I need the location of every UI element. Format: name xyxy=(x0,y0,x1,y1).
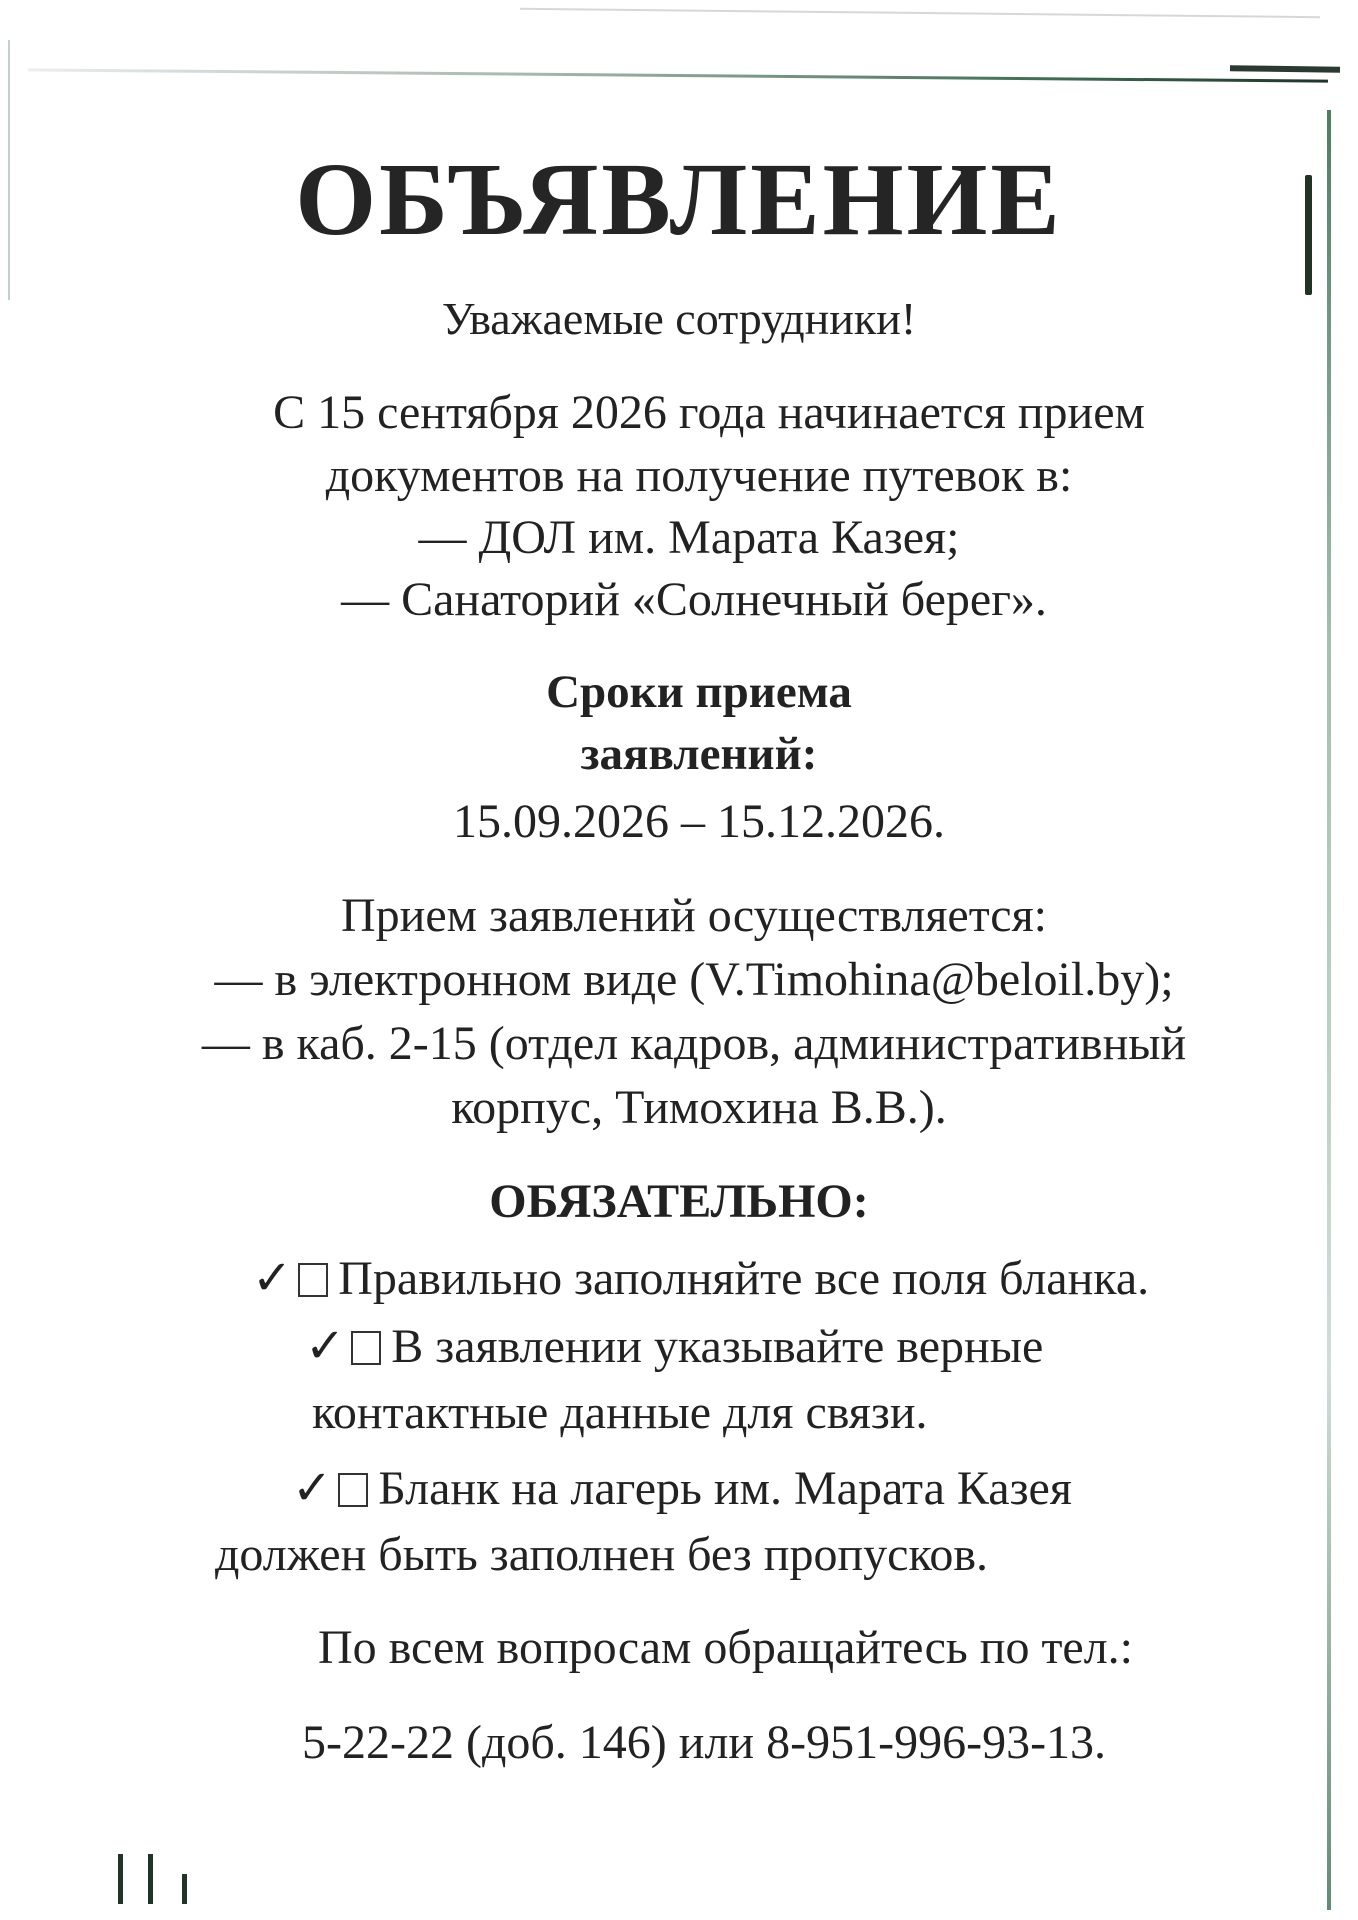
intro-line-3: — ДОЛ им. Марата Казея; xyxy=(418,511,960,564)
submission-line-2: — в электронном виде (V.Timohina@beloil.by); xyxy=(214,953,1174,1006)
requirement-1 xyxy=(252,1250,1358,1306)
requirement-2-cont: контактные данные для связи. xyxy=(312,1386,928,1439)
requirement-3-text: Бланк на лагерь им. Марата Казея xyxy=(378,1462,1072,1515)
scan-artifact xyxy=(1230,65,1340,73)
checkbox-icon xyxy=(298,1263,328,1297)
intro-line-4: — Санаторий «Солнечный берег». xyxy=(341,573,1047,626)
scan-artifact xyxy=(182,1874,187,1904)
deadline-heading-2: заявлений: xyxy=(580,728,818,780)
requirement-2-text: В заявлении указывайте верные xyxy=(391,1320,1044,1373)
checkmark-icon: ✓ xyxy=(305,1318,346,1374)
scan-artifact xyxy=(28,68,1328,82)
contact-label: По всем вопросам обращайтесь по тел.: xyxy=(318,1621,1134,1674)
submission-line-3: — в каб. 2-15 (отдел кадров, административный xyxy=(201,1017,1187,1070)
required-heading: ОБЯЗАТЕЛЬНО: xyxy=(489,1175,869,1228)
scan-artifact xyxy=(148,1854,153,1904)
checkbox-icon xyxy=(338,1473,368,1507)
submission-line-1: Прием заявлений осуществляется: xyxy=(341,889,1047,942)
page-title: ОБЪЯВЛЕНИЕ xyxy=(295,142,1063,257)
intro-line-1: С 15 сентября 2026 года начинается прием xyxy=(273,386,1145,439)
requirement-2 xyxy=(305,1318,1358,1374)
requirement-3 xyxy=(292,1460,1358,1516)
checkmark-icon: ✓ xyxy=(292,1460,333,1516)
greeting: Уважаемые сотрудники! xyxy=(441,293,917,344)
scan-artifact xyxy=(118,1854,123,1904)
checkmark-icon: ✓ xyxy=(252,1250,293,1306)
requirement-1-text: Правильно заполняйте все поля бланка. xyxy=(338,1252,1150,1305)
intro-line-2: документов на получение путевок в: xyxy=(325,449,1073,502)
deadline-dates: 15.09.2026 – 15.12.2026. xyxy=(453,795,945,848)
checkbox-icon xyxy=(351,1331,381,1365)
submission-line-4: корпус, Тимохина В.В.). xyxy=(451,1081,947,1134)
scan-artifact xyxy=(520,8,1320,18)
requirement-3-cont: должен быть заполнен без пропусков. xyxy=(215,1528,988,1581)
contact-phones: 5-22-22 (доб. 146) или 8-951-996-93-13. xyxy=(302,1716,1107,1769)
deadline-heading-1: Сроки приема xyxy=(546,666,852,718)
